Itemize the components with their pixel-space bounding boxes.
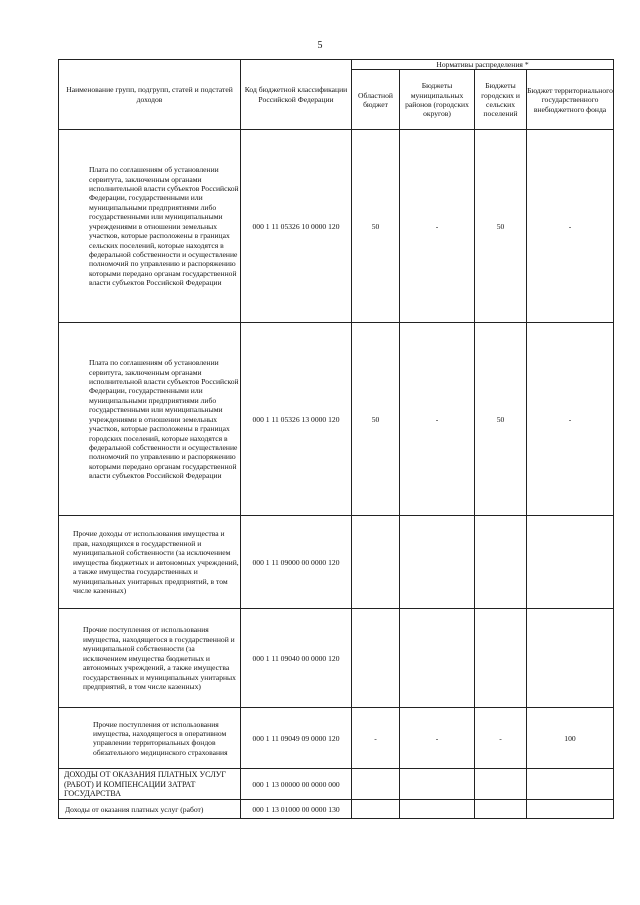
row-name: Плата по соглашениям об установлении сервитута, заключенным органами исполнительной власти субъектов Российской Федерации, государственными или муниципальными предприятиями либо государственными или муниципальными учреждениями в отношении земельных участков, которые расположены в границах городских поселений, которые находятся в федеральной собственности и осуществление полномочий по управлению и распоряжению которыми передано органам государственной власти субъектов Российской Федерации xyxy=(59,323,241,516)
table-row xyxy=(59,609,614,708)
table-row xyxy=(59,800,614,819)
row-name: ДОХОДЫ ОТ ОКАЗАНИЯ ПЛАТНЫХ УСЛУГ (РАБОТ) И КОМПЕНСАЦИИ ЗАТРАТ ГОСУДАРСТВА xyxy=(59,769,241,800)
row-regional-value: 50 xyxy=(352,323,400,516)
row-regional-value xyxy=(352,769,400,800)
row-regional-value: 50 xyxy=(352,130,400,323)
row-settlement-value xyxy=(475,609,527,708)
table-row xyxy=(59,130,614,323)
row-municipal-value xyxy=(400,516,475,609)
row-name: Прочие поступления от использования имущества, находящегося в оперативном управлении территориальных фондов обязательного медицинского страхования xyxy=(59,708,241,769)
row-name: Прочие доходы от использования имущества и прав, находящихся в государственной и муниципальной собственности (за исключением имущества бюджетных и автономных учреждений, а также имущества государственных и муниципальных унитарных предприятий, в том числе казенных) xyxy=(59,516,241,609)
row-code: 000 1 11 09040 00 0000 120 xyxy=(241,609,352,708)
table-row xyxy=(59,516,614,609)
row-code: 000 1 13 01000 00 0000 130 xyxy=(241,800,352,819)
row-municipal-value: - xyxy=(400,130,475,323)
row-settlement-value xyxy=(475,800,527,819)
row-municipal-value xyxy=(400,609,475,708)
row-municipal-value: - xyxy=(400,708,475,769)
row-settlement-value xyxy=(475,769,527,800)
row-name: Плата по соглашениям об установлении сервитута, заключенным органами исполнительной власти субъектов Российской Федерации, государственными или муниципальными предприятиями либо государственными или муниципальными учреждениями в отношении земельных участков, которые расположены в границах сельских поселений, которые находятся в федеральной собственности и осуществление полномочий по управлению и распоряжению которыми передано органам государственной власти субъектов Российской Федерации xyxy=(59,130,241,323)
row-fund-value xyxy=(527,800,614,819)
row-name: Прочие поступления от использования имущества, находящегося в государственной и муниципальной собственности (за исключением имущества бюджетных и автономных учреждений, а также имущества государственных и муниципальных унитарных предприятий, в том числе казенных) xyxy=(59,609,241,708)
row-regional-value xyxy=(352,609,400,708)
header-municipal-budgets: Бюджеты муниципальных районов (городских округов) xyxy=(400,70,475,130)
row-fund-value: - xyxy=(527,323,614,516)
row-municipal-value: - xyxy=(400,323,475,516)
table-row xyxy=(59,769,614,800)
row-fund-value xyxy=(527,609,614,708)
header-name-column: Наименование групп, подгрупп, статей и подстатей доходов xyxy=(59,60,241,130)
revenue-distribution-table xyxy=(58,59,614,819)
row-fund-value: - xyxy=(527,130,614,323)
row-settlement-value: - xyxy=(475,708,527,769)
header-extrabudgetary-fund: Бюджет территориального государственного внебюджетного фонда xyxy=(527,70,614,130)
header-settlement-budgets: Бюджеты городских и сельских поселений xyxy=(475,70,527,130)
row-regional-value xyxy=(352,800,400,819)
row-fund-value xyxy=(527,769,614,800)
row-code: 000 1 11 09049 09 0000 120 xyxy=(241,708,352,769)
row-code: 000 1 13 00000 00 0000 000 xyxy=(241,769,352,800)
header-regional-budget: Областной бюджет xyxy=(352,70,400,130)
page-number: 5 xyxy=(317,40,323,51)
row-regional-value xyxy=(352,516,400,609)
row-fund-value: 100 xyxy=(527,708,614,769)
row-municipal-value xyxy=(400,769,475,800)
table-row xyxy=(59,323,614,516)
row-settlement-value xyxy=(475,516,527,609)
row-code: 000 1 11 05326 13 0000 120 xyxy=(241,323,352,516)
row-code: 000 1 11 09000 00 0000 120 xyxy=(241,516,352,609)
row-municipal-value xyxy=(400,800,475,819)
row-code: 000 1 11 05326 10 0000 120 xyxy=(241,130,352,323)
header-distribution-norms: Нормативы распределения * xyxy=(352,60,614,70)
row-settlement-value: 50 xyxy=(475,130,527,323)
row-fund-value xyxy=(527,516,614,609)
header-code-column: Код бюджетной классификации Российской Федерации xyxy=(241,60,352,130)
row-settlement-value: 50 xyxy=(475,323,527,516)
row-name: Доходы от оказания платных услуг (работ) xyxy=(59,800,241,819)
row-regional-value: - xyxy=(352,708,400,769)
table-row xyxy=(59,708,614,769)
